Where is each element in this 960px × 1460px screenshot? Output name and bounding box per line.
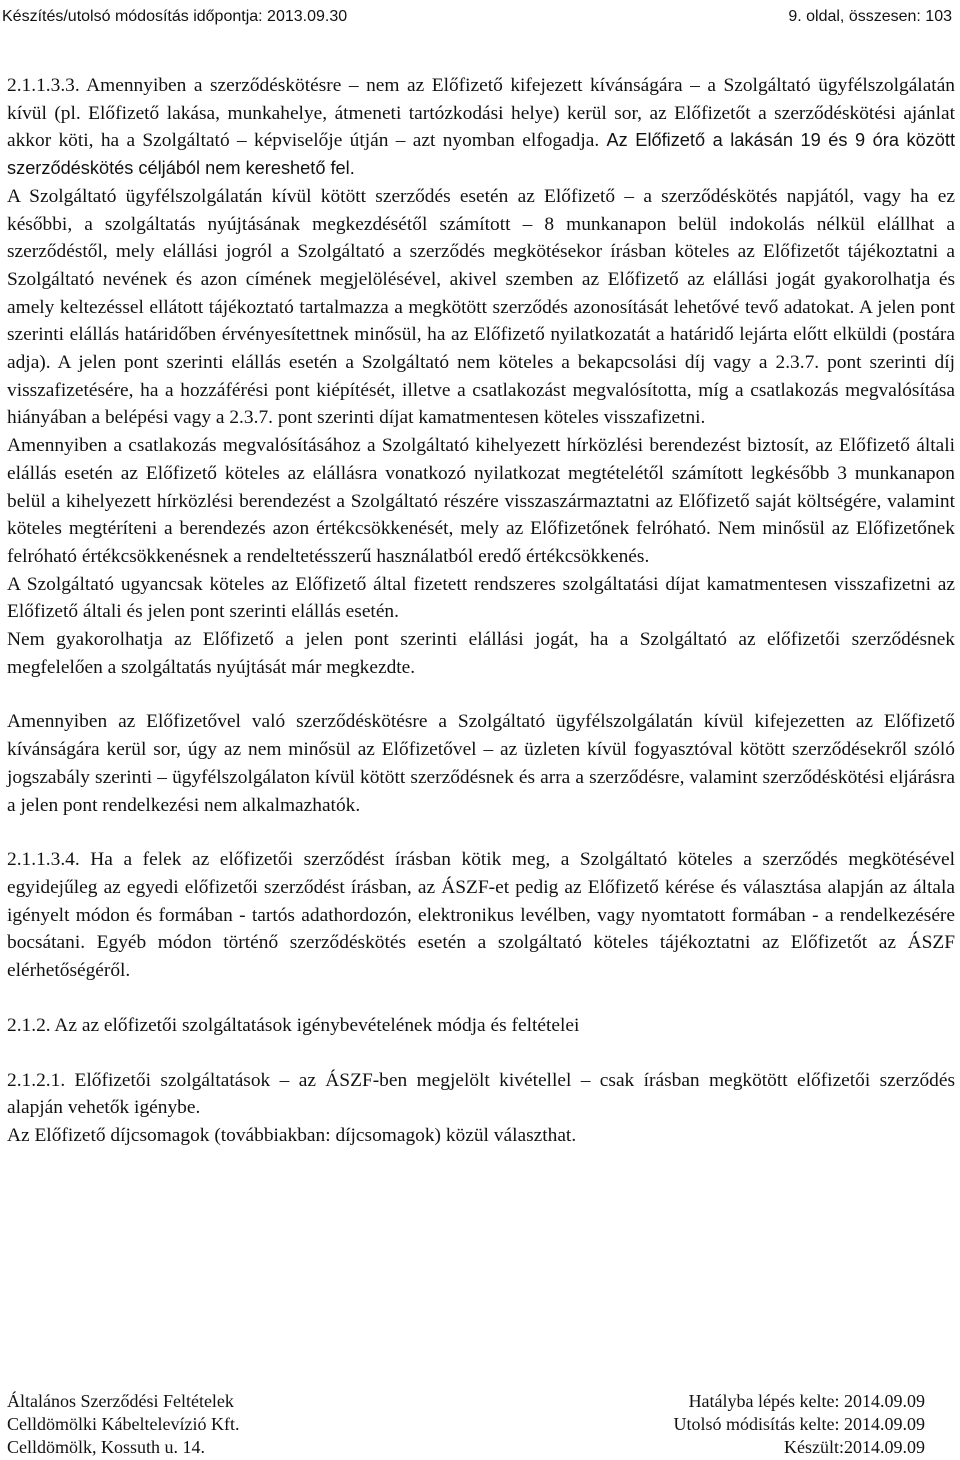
paragraph-berendezes: Amennyiben a csatlakozás megvalósításához a Szolgáltató kihelyezett hírközlési berendezést biztosít, az Előfizető általi elállás esetén az Előfizető köteles az elállásra vonatkozó nyilatkozat megtételétől számított legkésőbb 3 munkanapon belül a kihelyezett hírközlési berendezést a Szolgáltató részére visszaszármaztatni az Előfizető saját költségére, valamint köteles megtéríteni a berendezés azon értékcsökkenését, mely az Előfizetőnek felróható. Nem minősül az Előfizetőnek felróható értékcsökkenésnek a rendeltetésszerű használatból eredő értékcsökkenés. bbox=[7, 435, 955, 567]
section-heading-2-1-2: 2.1.2. Az az előfizetői szolgáltatások igénybevételének módja és feltételei bbox=[7, 1014, 580, 1036]
paragraph-dij-visszafizetes: A Szolgáltató ugyancsak köteles az Előfizető által fizetett rendszeres szolgáltatási díjat kamatmentesen visszafizetni az Előfizető általi és jelen pont szerinti elállás esetén. bbox=[7, 573, 955, 623]
document-body bbox=[7, 72, 955, 1150]
paragraph-elallas: A Szolgáltató ügyfélszolgálatán kívül kötött szerződés esetén az Előfizető – a szerződéskötés napjától, vagy ha ez későbbi, a szolgáltatás nyújtásának megkezdésétől számított – 8 munkanapon belül indokolás nélkül elállhat a szerződéstől, mely elállási jogról a Szolgáltató a szerződés megkötésekor írásban köteles az Előfizetőt tájékoztatni a Szolgáltató nevének és azon címének megjelölésével, akivel szemben az Előfizető az elállási jogát gyakorolhatja és amely keltezéssel ellátott tájékoztató tartalmazza a megkötött szerződés azonosítását lehetővé tevő adatokat. A jelen pont szerinti elállás határidőben érvényesítettnek minősül, ha az Előfizető nyilatkozatát a határidő lejárta előtt elküldi (postára adja). A jelen pont szerinti elállás esetén a Szolgáltató nem köteles a bekapcsolási díj vagy a 2.3.7. pont szerinti díj visszafizetésére, ha a hozzáférési pont kiépítését, illetve a csatlakozást megvalósította, míg a csatlakozás megvalósítása hiányában a belépési vagy a 2.3.7. pont szerinti díjat kamatmentesen köteles visszafizetni. bbox=[7, 185, 955, 429]
footer-company-name: Celldömölki Kábeltelevízió Kft. bbox=[7, 1414, 240, 1434]
footer-created-date: Készült:2014.09.09 bbox=[784, 1437, 925, 1457]
paragraph-dijcsomagok: Az Előfizető díjcsomagok (továbbiakban: díjcsomagok) közül választhat. bbox=[7, 1124, 577, 1146]
paragraph-2-1-1-3-3 bbox=[7, 72, 955, 183]
paragraph-2-1-1-3-4: 2.1.1.3.4. Ha a felek az előfizetői szerződést írásban kötik meg, a Szolgáltató köteles a szerződés megkötésével egyidejűleg az egyedi előfizetői szerződést írásban, az ÁSZF-et pedig az Előfizető kérése és választása alapján az általa igényelt módon és formában - tartós adathordozón, elektronikus levélben, vagy nyomtatott formában - a rendelkezésére bocsátani. Egyéb módon történő szerződéskötés esetén a szolgáltató köteles tájékoztatni az Előfizetőt az ÁSZF elérhetőségéről. bbox=[7, 849, 955, 982]
footer-effective-date: Hatálybа lépés kelte: 2014.09.09 bbox=[688, 1391, 925, 1411]
paragraph-kifejezett-kivansag: Amennyiben az Előfizetővel való szerződéskötésre a Szolgáltató ügyfélszolgálatán kívül kifejezetten az Előfizető kívánságára kerül sor, úgy az nem minősül az Előfizetővel – az üzleten kívül fogyasztóval kötött szerződésekről szóló jogszabály szerinti – ügyfélszolgálaton kívül kötött szerződésnek és arra a szerződésre, valamint szerződéskötési eljárásra a jelen pont rendelkezési nem alkalmazhatók. bbox=[7, 711, 955, 816]
paragraph-2-1-2-1: 2.1.2.1. Előfizetői szolgáltatások – az ÁSZF-ben megjelölt kivétellel – csak írásban megkötött előfizetői szerződés alapján vehetők igénybe. bbox=[7, 1069, 955, 1119]
paragraph-sans-text: Az Előfizető a lakásán 19 és 9 óra között szerződéskötés céljából nem kereshető fel. bbox=[7, 130, 956, 179]
footer-line-2 bbox=[7, 1413, 925, 1436]
header-page-number: 9. oldal, összesen: 103 bbox=[788, 8, 952, 25]
footer-document-title: Általános Szerződési Feltételek bbox=[7, 1391, 234, 1411]
page-header bbox=[0, 4, 952, 30]
footer-line-3 bbox=[7, 1436, 925, 1459]
paragraph-text: 2.1.1.3.3. Amennyiben a szerződéskötésre – nem az Előfizető kifejezett kívánságára – a Szolgáltató ügyfélszolgálatán kívül (pl. Előfizető lakása, munkahelye, átmeneti tartózkodási helye) kerül sor, az Előfizetőt a szerződéskötési ajánlat akkor köti, ha a Szolgáltató – képviselője útján – azt nyomban elfogadja. bbox=[7, 75, 955, 152]
paragraph-elallasi-jog-kizaras: Nem gyakorolhatja az Előfizető a jelen pont szerinti elállási jogát, ha a Szolgáltató az előfizetői szerződésnek megfelelően a szolgáltatás nyújtását már megkezdte. bbox=[7, 629, 955, 678]
footer-address: Celldömölk, Kossuth u. 14. bbox=[7, 1437, 206, 1457]
footer-line-1 bbox=[7, 1390, 925, 1413]
footer-last-modified: Utolsó módisítás kelte: 2014.09.09 bbox=[673, 1414, 925, 1434]
header-date: Készítés/utolsó módosítás időpontja: 2013.09.30 bbox=[2, 8, 348, 25]
